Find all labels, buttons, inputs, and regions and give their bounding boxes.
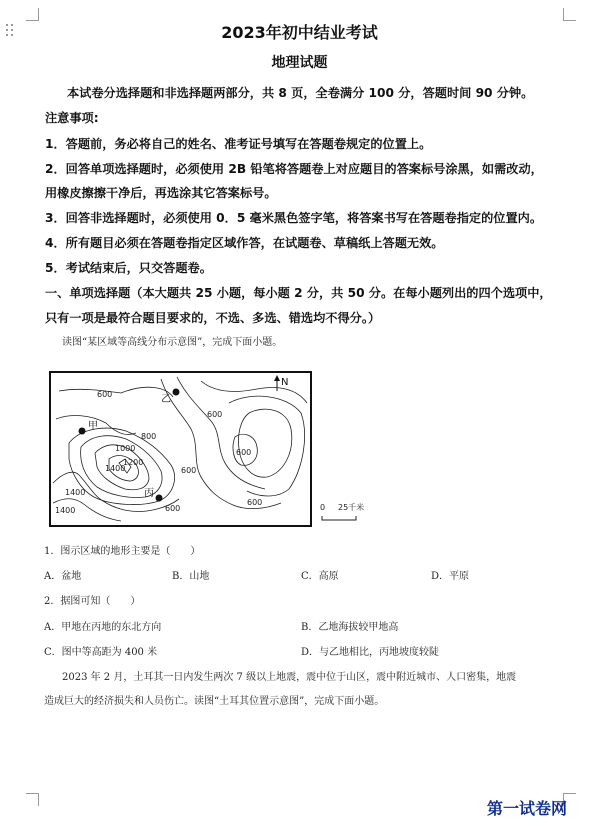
passage-line-1: 2023 年 2 月，土耳其一日内发生两次 7 级以上地震，震中位于山区，震中附近城市、人口密集，地震 [62, 672, 517, 683]
contour-map [49, 371, 312, 527]
question-2-option-d: D．与乙地相比，丙地坡度较陡 [301, 647, 440, 658]
place-label-yi: 乙 [161, 394, 171, 405]
scale-label: 25千米 [338, 503, 365, 512]
map-scale-bar [316, 500, 386, 522]
notice-item: 4．所有题目必须在答题卷指定区域作答，在试题卷、草稿纸上答题无效。 [45, 236, 444, 250]
question-1-stem: 1．图示区域的地形主要是（ ） [44, 546, 201, 557]
map-intro: 读图“某区域等高线分布示意图”，完成下面小题。 [62, 337, 283, 348]
contour-label: 600 [247, 498, 263, 507]
question-2-stem: 2．据图可知（ ） [44, 596, 141, 607]
contour-label: 1000 [115, 444, 136, 453]
page-corner-mark [26, 793, 39, 806]
exam-subtitle: 地理试题 [271, 55, 328, 71]
question-1-option-d: D．平原 [431, 571, 470, 582]
north-label: N [281, 377, 289, 388]
notice-heading: 注意事项: [45, 111, 99, 125]
contour-label: 600 [207, 410, 223, 419]
notice-item: 3．回答非选择题时，必须使用 0．5 毫米黑色签字笔，将答案书写在答题卷指定的位置内。 [45, 211, 543, 225]
contour-label: 600 [181, 466, 197, 475]
section-heading-cont: 只有一项是最符合题目要求的，不选、多选、错选均不得分。） [45, 311, 381, 325]
point-bing [156, 495, 163, 502]
contour-map-svg [51, 373, 310, 525]
notice-item: 1．答题前，务必将自己的姓名、准考证号填写在答题卷规定的位置上。 [45, 137, 432, 151]
scale-zero: 0 [320, 503, 326, 512]
notice-item: 2．回答单项选择题时，必须使用 2B 铅笔将答题卷上对应题目的答案标号涂黑，如需改动， [45, 162, 543, 176]
contour-label: 600 [236, 448, 252, 457]
watermark-logo: 第一试卷网 [487, 799, 568, 818]
point-yi [173, 389, 180, 396]
question-1-option-a: A．盆地 [44, 571, 82, 582]
place-label-bing: 丙 [144, 488, 154, 499]
contour-label: 600 [97, 390, 113, 399]
question-2-option-b: B．乙地海拔较甲地高 [301, 622, 399, 633]
question-2-option-c: C．图中等高距为 400 米 [44, 647, 158, 658]
point-jia [79, 428, 86, 435]
north-arrow-icon [274, 375, 288, 391]
contour-label: 800 [141, 432, 157, 441]
contour-label: 1400 [105, 464, 126, 473]
contour-label: 600 [165, 504, 181, 513]
passage-line-2: 造成巨大的经济损失和人员伤亡。读图“土耳其位置示意图”，完成下面小题。 [44, 696, 385, 707]
contour-label: 1400 [65, 488, 86, 497]
exam-intro: 本试卷分选择题和非选择题两部分，共 8 页，全卷满分 100 分，答题时间 90 分钟。 [67, 86, 534, 100]
notice-item: 用橡皮擦擦干净后，再选涂其它答案标号。 [45, 186, 277, 200]
question-1-option-b: B．山地 [172, 571, 210, 582]
question-1-option-c: C．高原 [301, 571, 339, 582]
place-label-jia: 甲 [88, 421, 98, 432]
contour-label: 1400 [55, 506, 76, 515]
question-2-option-a: A．甲地在丙地的东北方向 [44, 622, 162, 633]
contour-label: 1200 [123, 458, 144, 467]
exam-title: 2023年初中结业考试 [221, 23, 378, 42]
notice-item: 5．考试结束后，只交答题卷。 [45, 261, 212, 275]
section-heading: 一、单项选择题（本大题共 25 小题，每小题 2 分，共 50 分。在每小题列出的四个选项中， [45, 286, 552, 300]
